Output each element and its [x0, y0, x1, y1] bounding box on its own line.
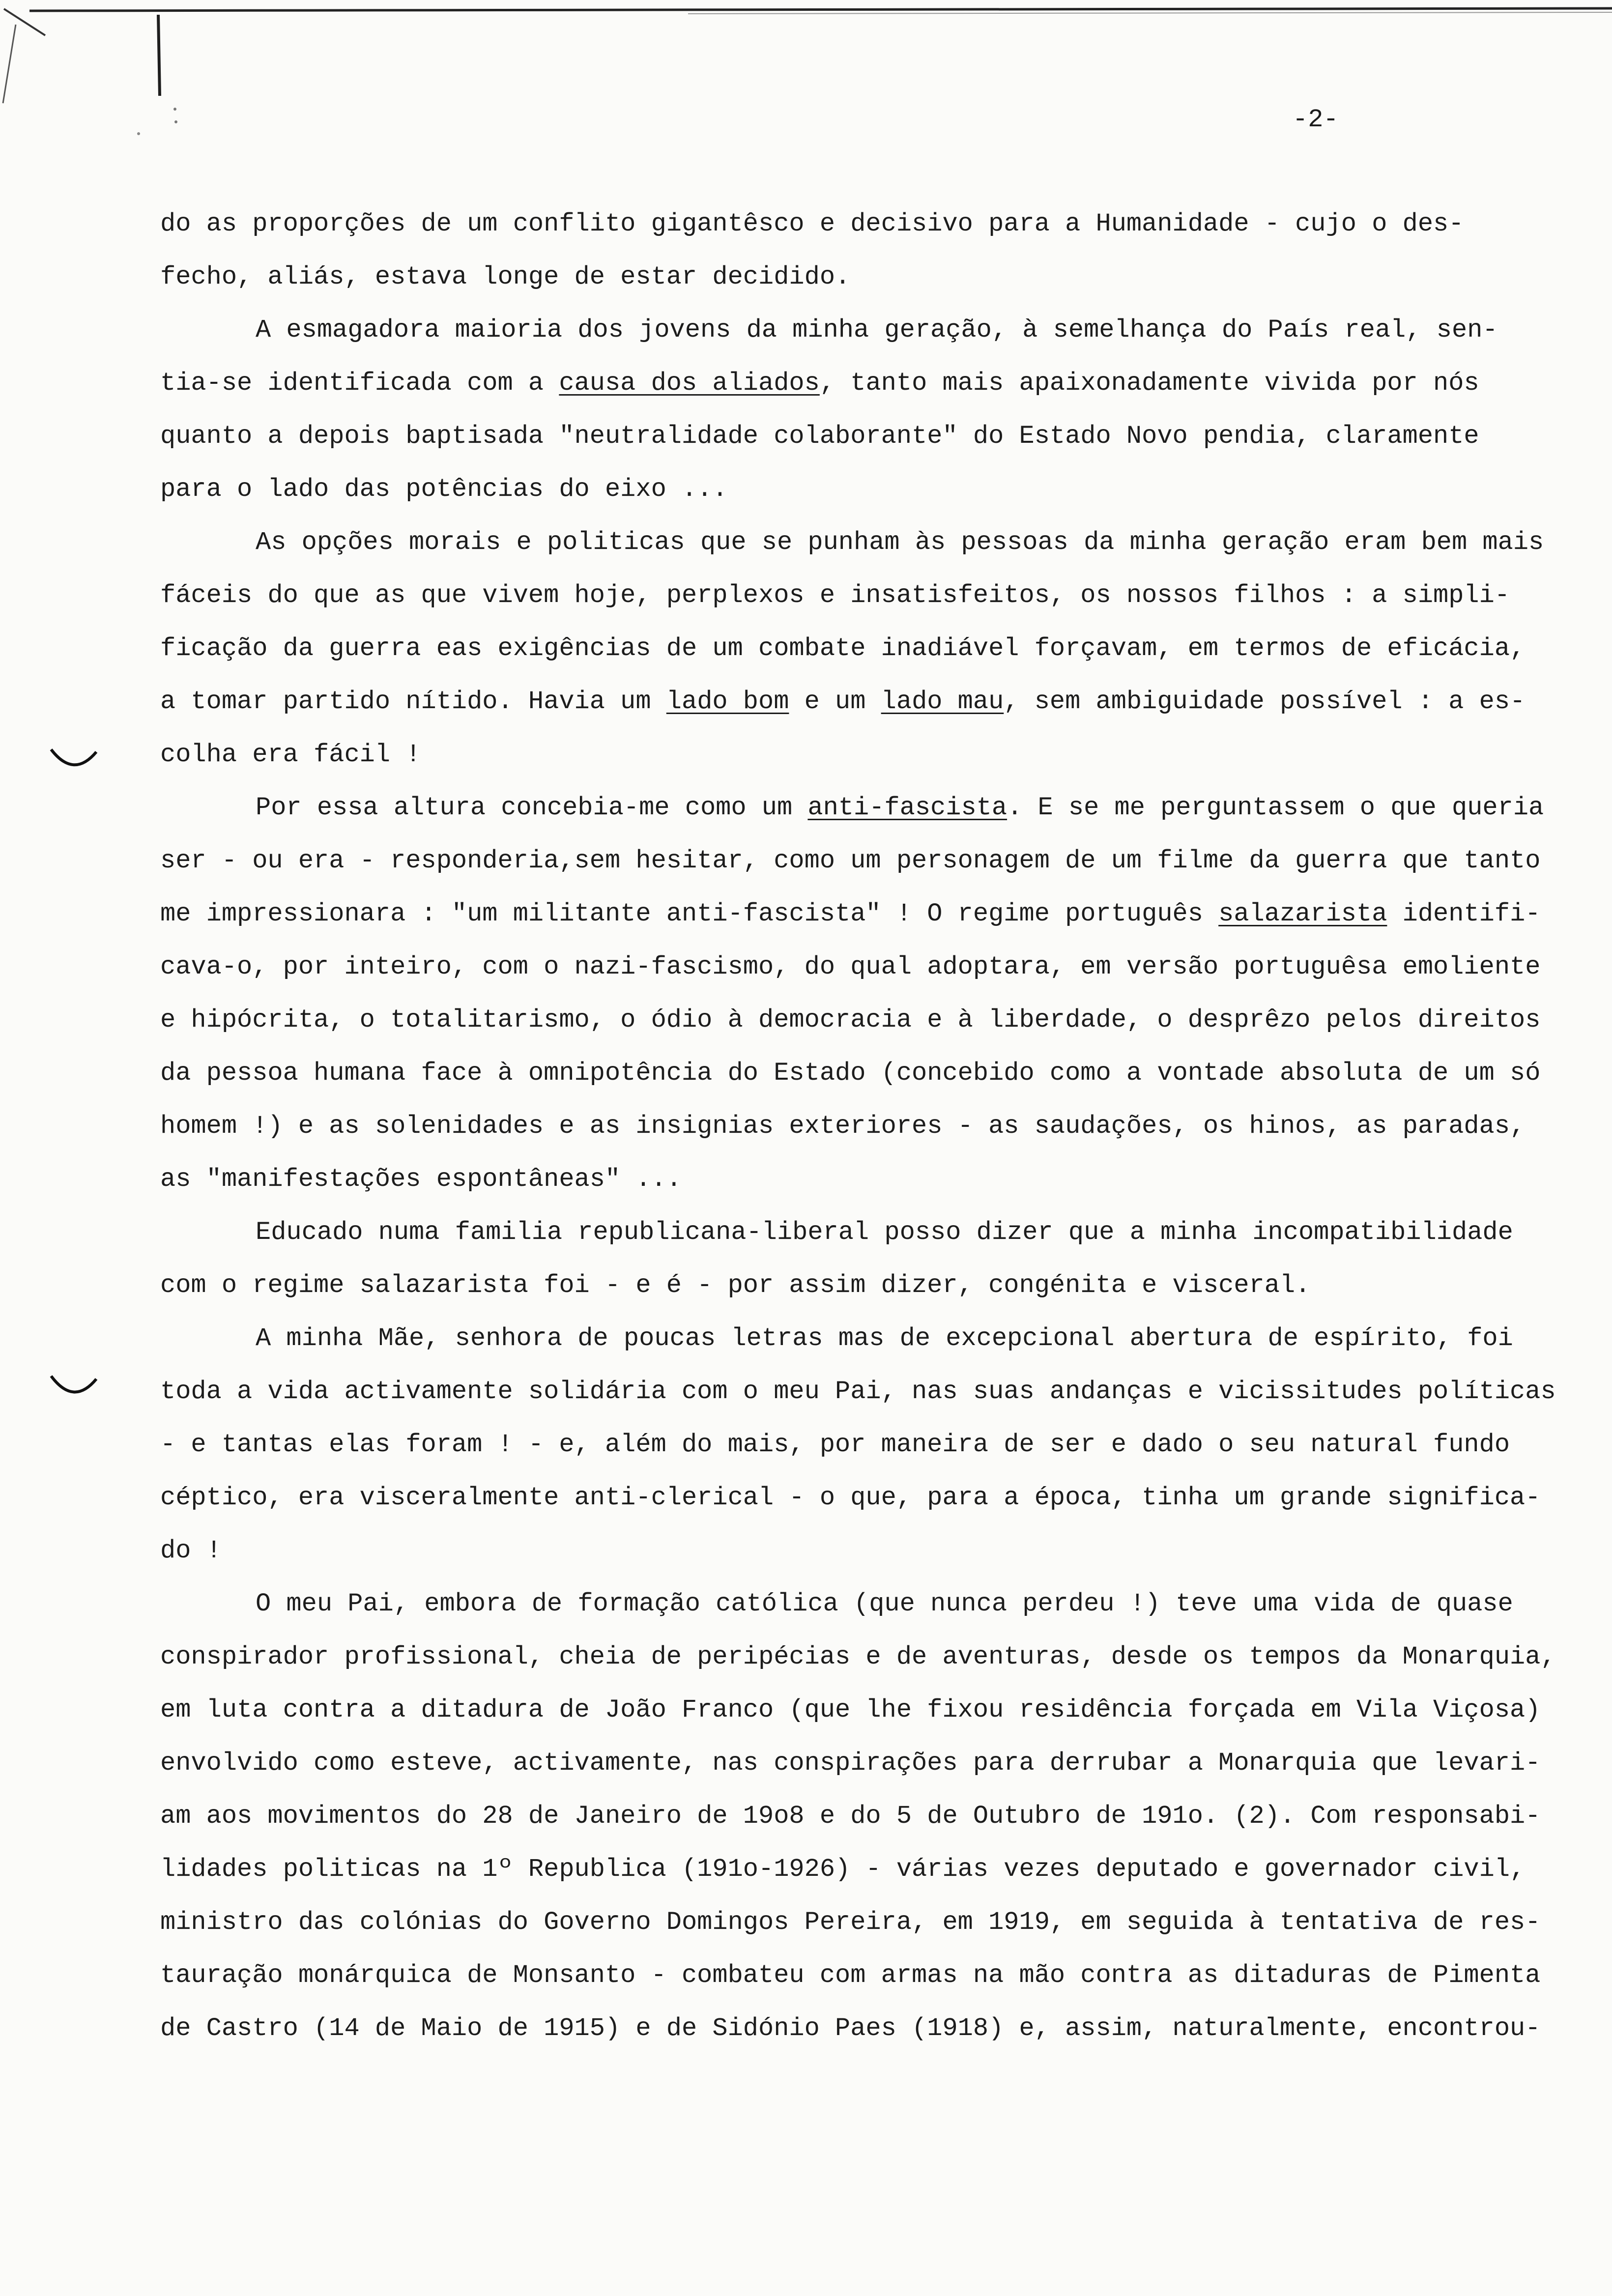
line-text: e um — [789, 687, 881, 716]
line-text: envolvido como esteve, activamente, nas conspirações para derrubar a Monarquia que levari- — [160, 1749, 1541, 1778]
line-text: Educado numa familia republicana-liberal posso dizer que a minha incompatibilidade — [256, 1218, 1513, 1247]
text-line — [160, 1259, 1585, 1312]
text-line — [160, 410, 1585, 463]
line-text: ministro das colónias do Governo Domingos Pereira, em 1919, em seguida à tentativa de res- — [160, 1908, 1541, 1937]
line-text: identifi- — [1387, 899, 1541, 928]
corner-edge-mark — [3, 25, 16, 103]
text-line — [160, 888, 1585, 941]
text-line — [160, 994, 1585, 1047]
text-line — [160, 569, 1585, 622]
paragraph-first-line — [160, 1312, 1585, 1365]
text-line — [160, 622, 1585, 675]
underlined-text: lado bom — [666, 687, 789, 716]
text-line — [160, 1471, 1585, 1524]
margin-vertical-mark — [158, 15, 160, 96]
text-line — [160, 1737, 1585, 1790]
line-text: . E se me perguntassem o que queria — [1007, 793, 1544, 822]
speck-mark — [137, 132, 140, 135]
line-text: am aos movimentos do 28 de Janeiro de 19o8 e do 5 de Outubro de 191o. (2). Com responsabi- — [160, 1802, 1541, 1831]
line-text: , sem ambiguidade possível : a es- — [1004, 687, 1526, 716]
text-line — [160, 728, 1585, 781]
line-text: O meu Pai, embora de formação católica (que nunca perdeu !) teve uma vida de quase — [256, 1589, 1513, 1618]
document-body — [160, 198, 1585, 2055]
text-line — [160, 1418, 1585, 1471]
line-text: conspirador profissional, cheia de peripécias e de aventuras, desde os tempos da Monarquia, — [160, 1642, 1556, 1671]
text-line — [160, 1790, 1585, 1843]
text-line — [160, 1843, 1585, 1896]
line-text: fáceis do que as que vivem hoje, perplexos e insatisfeitos, os nossos filhos : a simpli- — [160, 581, 1510, 610]
line-text: tia-se identificada com a — [160, 369, 559, 398]
line-text: do as proporções de um conflito gigantêsco e decisivo para a Humanidade - cujo o des- — [160, 209, 1464, 238]
speck-mark — [174, 120, 177, 123]
text-line — [160, 1949, 1585, 2002]
paper-top-edge — [29, 8, 1612, 11]
text-line — [160, 1100, 1585, 1153]
paragraph-first-line — [160, 781, 1585, 834]
paper-top-edge-faint — [688, 12, 1612, 14]
text-line — [160, 1896, 1585, 1949]
paragraph-first-line — [160, 1206, 1585, 1259]
line-text: de Castro (14 de Maio de 1915) e de Sidónio Paes (1918) e, assim, naturalmente, encontrou- — [160, 2014, 1541, 2043]
line-text: céptico, era visceralmente anti-clerical - o que, para a época, tinha um grande significa- — [160, 1483, 1541, 1512]
text-line — [160, 1153, 1585, 1206]
line-text: do ! — [160, 1536, 222, 1565]
paragraph-first-line — [160, 516, 1585, 569]
text-line — [160, 1631, 1585, 1684]
line-text: , tanto mais apaixonadamente vivida por nós — [819, 369, 1479, 398]
text-line — [160, 941, 1585, 994]
line-text: Por essa altura concebia-me como um — [256, 793, 808, 822]
line-text: - e tantas elas foram ! - e, além do mais, por maneira de ser e dado o seu natural fundo — [160, 1430, 1510, 1459]
line-text: em luta contra a ditadura de João Franco (que lhe fixou residência forçada em Vila Viçosa) — [160, 1695, 1541, 1724]
line-text: a tomar partido nítido. Havia um — [160, 687, 666, 716]
line-text: toda a vida activamente solidária com o meu Pai, nas suas andanças e vicissitudes políticas — [160, 1377, 1556, 1406]
text-line — [160, 1365, 1585, 1418]
line-text: ser - ou era - responderia,sem hesitar, como um personagem de um filme da guerra que tanto — [160, 846, 1541, 875]
line-text: e hipócrita, o totalitarismo, o ódio à democracia e à liberdade, o desprêzo pelos direitos — [160, 1005, 1541, 1034]
line-text: lidades politicas na 1º Republica (191o-1926) - várias vezes deputado e governador civil, — [160, 1855, 1526, 1884]
line-text: da pessoa humana face à omnipotência do Estado (concebido como a vontade absoluta de um só — [160, 1059, 1541, 1088]
line-text: me impressionara : "um militante anti-fascista" ! O regime português — [160, 899, 1219, 928]
speck-mark — [173, 108, 176, 111]
line-text: As opções morais e politicas que se punham às pessoas da minha geração eram bem mais — [256, 528, 1544, 557]
text-line — [160, 834, 1585, 888]
text-line — [160, 357, 1585, 410]
text-line — [160, 198, 1585, 251]
text-line — [160, 1047, 1585, 1100]
page-number: -2- — [1293, 105, 1339, 134]
paragraph-first-line — [160, 1578, 1585, 1631]
underlined-text: lado mau — [881, 687, 1004, 716]
line-text: fecho, aliás, estava longe de estar decidido. — [160, 262, 851, 291]
paragraph-first-line — [160, 304, 1585, 357]
margin-punch-mark — [51, 1376, 96, 1392]
line-text: A esmagadora maioria dos jovens da minha geração, à semelhança do País real, sen- — [256, 316, 1498, 344]
line-text: as "manifestações espontâneas" ... — [160, 1165, 682, 1194]
line-text: para o lado das potências do eixo ... — [160, 475, 728, 504]
text-line — [160, 1684, 1585, 1737]
text-line — [160, 251, 1585, 304]
text-line — [160, 463, 1585, 516]
line-text: quanto a depois baptisada "neutralidade colaborante" do Estado Novo pendia, claramente — [160, 422, 1479, 451]
text-line — [160, 1524, 1585, 1578]
margin-punch-mark — [51, 749, 96, 765]
line-text: ficação da guerra eas exigências de um combate inadiável forçavam, em termos de eficácia, — [160, 634, 1526, 663]
text-line — [160, 675, 1585, 728]
line-text: homem !) e as solenidades e as insignias exteriores - as saudações, os hinos, as paradas, — [160, 1112, 1526, 1141]
line-text: A minha Mãe, senhora de poucas letras mas de excepcional abertura de espírito, foi — [256, 1324, 1513, 1353]
underlined-text: causa dos aliados — [559, 369, 820, 398]
text-line — [160, 2002, 1585, 2055]
line-text: colha era fácil ! — [160, 740, 421, 769]
line-text: tauração monárquica de Monsanto - combateu com armas na mão contra as ditaduras de Pimenta — [160, 1961, 1541, 1990]
underlined-text: salazarista — [1218, 899, 1387, 928]
corner-fold-mark — [4, 9, 45, 35]
line-text: cava-o, por inteiro, com o nazi-fascismo, do qual adoptara, em versão portuguêsa emoliente — [160, 952, 1541, 981]
underlined-text: anti-fascista — [807, 793, 1008, 822]
line-text: com o regime salazarista foi - e é - por assim dizer, congénita e visceral. — [160, 1271, 1311, 1300]
